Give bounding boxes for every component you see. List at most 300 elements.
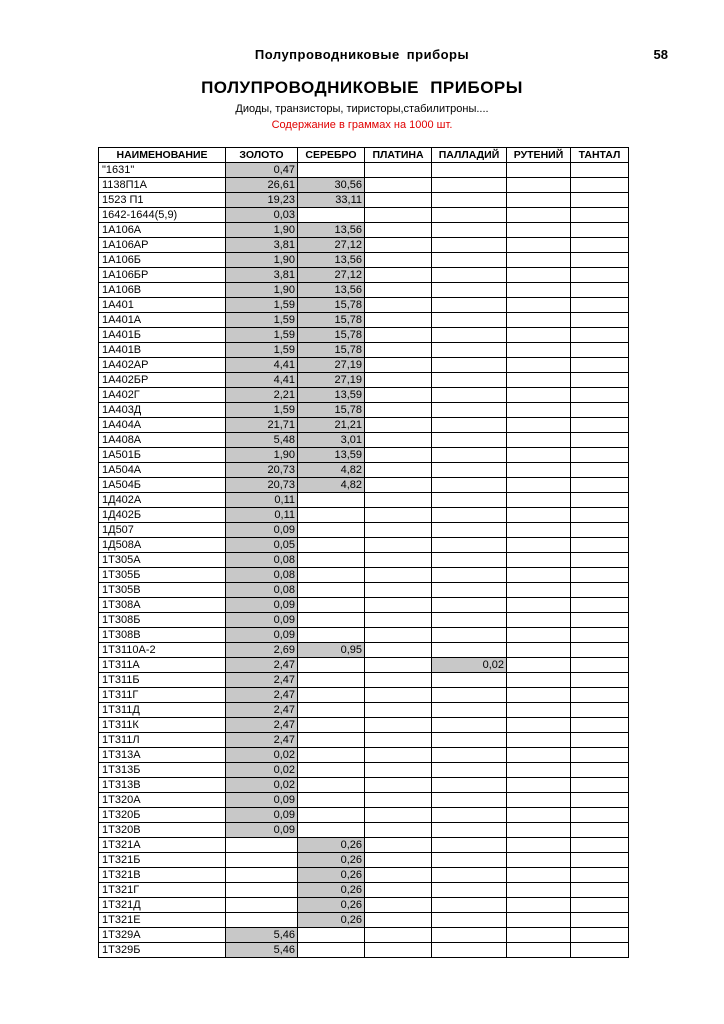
cell-tantalum	[571, 613, 629, 628]
cell-silver: 0,26	[298, 838, 365, 853]
cell-platinum	[365, 688, 432, 703]
cell-silver	[298, 508, 365, 523]
cell-gold: 2,47	[226, 658, 298, 673]
cell-palladium	[432, 553, 507, 568]
cell-ruthenium	[507, 838, 571, 853]
cell-tantalum	[571, 868, 629, 883]
table-row	[99, 883, 629, 898]
cell-palladium	[432, 688, 507, 703]
cell-platinum	[365, 448, 432, 463]
cell-tantalum	[571, 313, 629, 328]
table-row	[99, 763, 629, 778]
cell-palladium	[432, 853, 507, 868]
cell-platinum	[365, 793, 432, 808]
cell-palladium	[432, 298, 507, 313]
cell-platinum	[365, 913, 432, 928]
cell-platinum	[365, 853, 432, 868]
cell-platinum	[365, 703, 432, 718]
cell-name: 1А402АР	[99, 358, 226, 373]
cell-silver	[298, 703, 365, 718]
cell-tantalum	[571, 523, 629, 538]
cell-ruthenium	[507, 403, 571, 418]
cell-palladium	[432, 403, 507, 418]
cell-silver	[298, 808, 365, 823]
cell-silver	[298, 493, 365, 508]
cell-gold: 0,09	[226, 598, 298, 613]
cell-name: 1Д508А	[99, 538, 226, 553]
cell-silver: 21,21	[298, 418, 365, 433]
cell-tantalum	[571, 478, 629, 493]
cell-silver: 15,78	[298, 298, 365, 313]
cell-name: 1Т313А	[99, 748, 226, 763]
cell-platinum	[365, 778, 432, 793]
cell-gold: 4,41	[226, 373, 298, 388]
cell-palladium	[432, 718, 507, 733]
cell-gold: 2,47	[226, 703, 298, 718]
table-row	[99, 208, 629, 223]
cell-platinum	[365, 643, 432, 658]
cell-tantalum	[571, 433, 629, 448]
cell-tantalum	[571, 583, 629, 598]
cell-name: 1А401	[99, 298, 226, 313]
cell-name: 1А402Г	[99, 388, 226, 403]
cell-palladium	[432, 253, 507, 268]
table-row	[99, 268, 629, 283]
cell-tantalum	[571, 193, 629, 208]
cell-platinum	[365, 313, 432, 328]
cell-palladium	[432, 748, 507, 763]
cell-gold: 20,73	[226, 463, 298, 478]
cell-gold: 3,81	[226, 268, 298, 283]
cell-silver	[298, 733, 365, 748]
table-row	[99, 898, 629, 913]
table-row	[99, 283, 629, 298]
cell-palladium	[432, 583, 507, 598]
cell-tantalum	[571, 538, 629, 553]
cell-name: 1Д507	[99, 523, 226, 538]
cell-ruthenium	[507, 223, 571, 238]
cell-gold: 2,69	[226, 643, 298, 658]
cell-ruthenium	[507, 463, 571, 478]
cell-platinum	[365, 838, 432, 853]
cell-palladium	[432, 523, 507, 538]
cell-silver	[298, 523, 365, 538]
cell-ruthenium	[507, 493, 571, 508]
cell-gold	[226, 883, 298, 898]
cell-gold: 0,08	[226, 568, 298, 583]
table-row	[99, 748, 629, 763]
cell-platinum	[365, 523, 432, 538]
table-row	[99, 298, 629, 313]
cell-palladium	[432, 778, 507, 793]
column-header-gold: ЗОЛОТО	[226, 148, 298, 163]
cell-name: 1А504Б	[99, 478, 226, 493]
cell-ruthenium	[507, 178, 571, 193]
cell-platinum	[365, 463, 432, 478]
cell-gold: 1,59	[226, 328, 298, 343]
cell-tantalum	[571, 448, 629, 463]
cell-palladium	[432, 943, 507, 958]
cell-ruthenium	[507, 658, 571, 673]
cell-palladium	[432, 463, 507, 478]
column-header-silver: СЕРЕБРО	[298, 148, 365, 163]
cell-silver	[298, 763, 365, 778]
table-row	[99, 358, 629, 373]
cell-ruthenium	[507, 193, 571, 208]
cell-palladium	[432, 358, 507, 373]
cell-ruthenium	[507, 853, 571, 868]
cell-palladium	[432, 838, 507, 853]
cell-ruthenium	[507, 688, 571, 703]
cell-palladium	[432, 448, 507, 463]
cell-gold: 0,08	[226, 553, 298, 568]
cell-platinum	[365, 478, 432, 493]
cell-tantalum	[571, 928, 629, 943]
cell-silver	[298, 163, 365, 178]
cell-name: 1Т311Д	[99, 703, 226, 718]
cell-tantalum	[571, 673, 629, 688]
cell-silver	[298, 673, 365, 688]
cell-ruthenium	[507, 898, 571, 913]
cell-tantalum	[571, 853, 629, 868]
cell-palladium	[432, 178, 507, 193]
cell-name: 1А504А	[99, 463, 226, 478]
cell-ruthenium	[507, 868, 571, 883]
cell-silver: 27,12	[298, 268, 365, 283]
cell-silver	[298, 688, 365, 703]
cell-ruthenium	[507, 778, 571, 793]
cell-name: 1Т320Б	[99, 808, 226, 823]
cell-platinum	[365, 883, 432, 898]
cell-ruthenium	[507, 643, 571, 658]
cell-palladium	[432, 508, 507, 523]
cell-gold: 0,02	[226, 748, 298, 763]
cell-name: 1А401Б	[99, 328, 226, 343]
cell-silver	[298, 208, 365, 223]
cell-ruthenium	[507, 763, 571, 778]
cell-tantalum	[571, 823, 629, 838]
table-row	[99, 823, 629, 838]
cell-ruthenium	[507, 298, 571, 313]
cell-gold: 26,61	[226, 178, 298, 193]
cell-platinum	[365, 553, 432, 568]
cell-tantalum	[571, 163, 629, 178]
cell-tantalum	[571, 778, 629, 793]
cell-ruthenium	[507, 373, 571, 388]
cell-platinum	[365, 418, 432, 433]
cell-tantalum	[571, 703, 629, 718]
table-row	[99, 808, 629, 823]
cell-platinum	[365, 598, 432, 613]
cell-gold: 19,23	[226, 193, 298, 208]
cell-silver	[298, 538, 365, 553]
cell-ruthenium	[507, 328, 571, 343]
cell-gold: 0,03	[226, 208, 298, 223]
cell-palladium	[432, 928, 507, 943]
cell-platinum	[365, 718, 432, 733]
cell-platinum	[365, 673, 432, 688]
cell-name: 1Т311Б	[99, 673, 226, 688]
cell-name: 1Т321Д	[99, 898, 226, 913]
cell-ruthenium	[507, 283, 571, 298]
table-row	[99, 583, 629, 598]
cell-tantalum	[571, 283, 629, 298]
cell-palladium	[432, 193, 507, 208]
cell-palladium	[432, 493, 507, 508]
cell-name: 1523 П1	[99, 193, 226, 208]
cell-name: 1А402БР	[99, 373, 226, 388]
cell-name: 1А106А	[99, 223, 226, 238]
table-row	[99, 943, 629, 958]
cell-silver: 4,82	[298, 478, 365, 493]
cell-name: 1А106В	[99, 283, 226, 298]
cell-silver: 3,01	[298, 433, 365, 448]
cell-name: 1А401А	[99, 313, 226, 328]
cell-name: 1Д402А	[99, 493, 226, 508]
cell-name: 1Т311А	[99, 658, 226, 673]
cell-tantalum	[571, 463, 629, 478]
table-row	[99, 868, 629, 883]
cell-ruthenium	[507, 313, 571, 328]
cell-name: 1Т305А	[99, 553, 226, 568]
cell-silver	[298, 628, 365, 643]
cell-tantalum	[571, 373, 629, 388]
cell-ruthenium	[507, 733, 571, 748]
cell-palladium	[432, 793, 507, 808]
cell-silver	[298, 928, 365, 943]
cell-silver	[298, 718, 365, 733]
cell-silver: 15,78	[298, 313, 365, 328]
cell-gold: 2,47	[226, 673, 298, 688]
table-row	[99, 913, 629, 928]
column-header-palladium: ПАЛЛАДИЙ	[432, 148, 507, 163]
cell-ruthenium	[507, 508, 571, 523]
table-row	[99, 658, 629, 673]
table-row	[99, 193, 629, 208]
cell-palladium	[432, 913, 507, 928]
cell-ruthenium	[507, 583, 571, 598]
cell-platinum	[365, 943, 432, 958]
cell-name: 1Т305Б	[99, 568, 226, 583]
cell-tantalum	[571, 253, 629, 268]
cell-silver: 0,26	[298, 883, 365, 898]
cell-palladium	[432, 628, 507, 643]
cell-tantalum	[571, 268, 629, 283]
cell-name: 1А403Д	[99, 403, 226, 418]
column-header-tantalum: ТАНТАЛ	[571, 148, 629, 163]
table-row	[99, 538, 629, 553]
table-row	[99, 433, 629, 448]
cell-palladium	[432, 568, 507, 583]
cell-platinum	[365, 763, 432, 778]
cell-palladium	[432, 868, 507, 883]
cell-palladium	[432, 763, 507, 778]
cell-gold: 1,90	[226, 448, 298, 463]
cell-gold: 0,09	[226, 793, 298, 808]
cell-name: 1А408А	[99, 433, 226, 448]
cell-ruthenium	[507, 883, 571, 898]
cell-name: 1А106АР	[99, 238, 226, 253]
cell-gold	[226, 868, 298, 883]
cell-tantalum	[571, 553, 629, 568]
cell-platinum	[365, 928, 432, 943]
cell-palladium	[432, 898, 507, 913]
cell-platinum	[365, 808, 432, 823]
cell-name: 1642-1644(5,9)	[99, 208, 226, 223]
cell-tantalum	[571, 568, 629, 583]
cell-tantalum	[571, 688, 629, 703]
table-row	[99, 493, 629, 508]
cell-ruthenium	[507, 748, 571, 763]
cell-palladium	[432, 268, 507, 283]
cell-name: 1Т308Б	[99, 613, 226, 628]
cell-silver: 13,56	[298, 283, 365, 298]
cell-silver	[298, 568, 365, 583]
cell-palladium	[432, 343, 507, 358]
table-row	[99, 163, 629, 178]
cell-name: 1А404А	[99, 418, 226, 433]
cell-ruthenium	[507, 568, 571, 583]
cell-platinum	[365, 508, 432, 523]
cell-platinum	[365, 253, 432, 268]
cell-ruthenium	[507, 433, 571, 448]
cell-gold: 0,08	[226, 583, 298, 598]
cell-ruthenium	[507, 448, 571, 463]
cell-tantalum	[571, 178, 629, 193]
cell-name: 1Т308В	[99, 628, 226, 643]
cell-palladium: 0,02	[432, 658, 507, 673]
cell-palladium	[432, 433, 507, 448]
table-row	[99, 613, 629, 628]
cell-silver: 33,11	[298, 193, 365, 208]
cell-tantalum	[571, 343, 629, 358]
cell-platinum	[365, 733, 432, 748]
cell-name: 1Т308А	[99, 598, 226, 613]
cell-silver: 13,59	[298, 388, 365, 403]
cell-palladium	[432, 883, 507, 898]
table-row	[99, 223, 629, 238]
table-row	[99, 853, 629, 868]
table-row	[99, 418, 629, 433]
cell-silver	[298, 553, 365, 568]
cell-ruthenium	[507, 538, 571, 553]
cell-palladium	[432, 418, 507, 433]
cell-ruthenium	[507, 418, 571, 433]
cell-palladium	[432, 373, 507, 388]
table-row	[99, 733, 629, 748]
cell-name: 1Т329Б	[99, 943, 226, 958]
cell-gold: 0,09	[226, 628, 298, 643]
cell-gold: 1,59	[226, 343, 298, 358]
cell-gold: 0,09	[226, 823, 298, 838]
cell-platinum	[365, 238, 432, 253]
cell-gold: 0,11	[226, 493, 298, 508]
cell-silver: 15,78	[298, 403, 365, 418]
cell-gold: 1,90	[226, 223, 298, 238]
cell-silver: 15,78	[298, 343, 365, 358]
cell-gold: 1,59	[226, 403, 298, 418]
cell-name: 1Т321Е	[99, 913, 226, 928]
cell-palladium	[432, 223, 507, 238]
cell-silver: 0,95	[298, 643, 365, 658]
table-row	[99, 463, 629, 478]
cell-gold: 2,47	[226, 718, 298, 733]
cell-tantalum	[571, 358, 629, 373]
cell-gold: 0,47	[226, 163, 298, 178]
table-row	[99, 598, 629, 613]
cell-name: 1Т320А	[99, 793, 226, 808]
cell-name: 1А106БР	[99, 268, 226, 283]
cell-gold: 4,41	[226, 358, 298, 373]
cell-platinum	[365, 568, 432, 583]
cell-tantalum	[571, 733, 629, 748]
cell-silver: 0,26	[298, 898, 365, 913]
cell-platinum	[365, 163, 432, 178]
cell-platinum	[365, 538, 432, 553]
cell-gold: 1,90	[226, 283, 298, 298]
cell-palladium	[432, 238, 507, 253]
cell-ruthenium	[507, 388, 571, 403]
cell-palladium	[432, 733, 507, 748]
cell-name: 1А401В	[99, 343, 226, 358]
cell-tantalum	[571, 598, 629, 613]
cell-silver	[298, 598, 365, 613]
cell-palladium	[432, 613, 507, 628]
cell-ruthenium	[507, 358, 571, 373]
table-row	[99, 343, 629, 358]
cell-silver	[298, 793, 365, 808]
table-row	[99, 373, 629, 388]
cell-silver: 0,26	[298, 913, 365, 928]
cell-palladium	[432, 208, 507, 223]
cell-platinum	[365, 343, 432, 358]
table-row	[99, 553, 629, 568]
cell-gold: 0,02	[226, 763, 298, 778]
cell-name: 1Т321Б	[99, 853, 226, 868]
cell-palladium	[432, 808, 507, 823]
cell-silver: 0,26	[298, 853, 365, 868]
cell-silver: 27,19	[298, 358, 365, 373]
cell-palladium	[432, 328, 507, 343]
cell-palladium	[432, 283, 507, 298]
cell-gold: 3,81	[226, 238, 298, 253]
cell-platinum	[365, 193, 432, 208]
cell-tantalum	[571, 658, 629, 673]
cell-tantalum	[571, 628, 629, 643]
cell-palladium	[432, 538, 507, 553]
cell-tantalum	[571, 418, 629, 433]
cell-silver	[298, 748, 365, 763]
cell-platinum	[365, 178, 432, 193]
cell-palladium	[432, 313, 507, 328]
cell-gold: 2,47	[226, 688, 298, 703]
cell-platinum	[365, 283, 432, 298]
table-row	[99, 568, 629, 583]
cell-tantalum	[571, 883, 629, 898]
cell-ruthenium	[507, 718, 571, 733]
table-row	[99, 523, 629, 538]
table-header-row	[99, 148, 629, 163]
cell-platinum	[365, 358, 432, 373]
cell-tantalum	[571, 298, 629, 313]
cell-palladium	[432, 823, 507, 838]
cell-platinum	[365, 388, 432, 403]
cell-gold: 2,21	[226, 388, 298, 403]
cell-platinum	[365, 748, 432, 763]
cell-tantalum	[571, 943, 629, 958]
cell-silver	[298, 943, 365, 958]
table-row	[99, 778, 629, 793]
